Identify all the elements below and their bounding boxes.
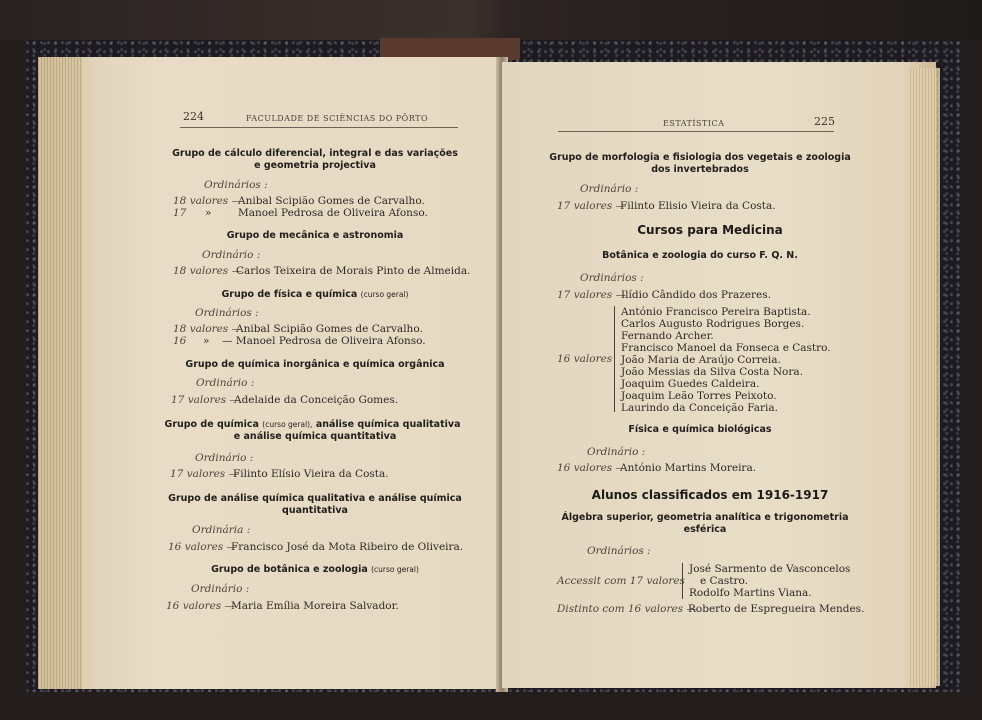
group-heading: Botânica e zoologia do curso F. Q. N. xyxy=(602,250,798,261)
category-label: Ordinários : xyxy=(195,307,259,319)
left-running-header: FACULDADE DE SCIÊNCIAS DO PÔRTO xyxy=(246,114,429,123)
student-name: Anibal Scipião Gomes de Carvalho. xyxy=(238,195,425,207)
student-name: João Messias da Silva Costa Nora. xyxy=(621,366,803,378)
student-name: Maria Emília Moreira Salvador. xyxy=(231,600,399,612)
category-label: Ordinário : xyxy=(191,583,250,595)
student-name: Anibal Scipião Gomes de Carvalho. xyxy=(236,323,423,335)
student-name: Carlos Augusto Rodrigues Borges. xyxy=(621,318,805,330)
grade-value: 17 valores — xyxy=(557,200,627,212)
student-name: Joaquim Guedes Caldeira. xyxy=(621,378,760,390)
category-label: Ordinário : xyxy=(202,249,261,261)
grade-value: 17 valores — xyxy=(170,468,240,480)
right-page-edges xyxy=(910,68,940,686)
group-heading xyxy=(140,419,485,431)
section-heading: Alunos classificados em 1916-1917 xyxy=(591,488,829,502)
background-top xyxy=(0,0,982,40)
grade-value: 16 valores xyxy=(557,353,613,365)
grouping-brace xyxy=(682,563,683,599)
group-heading: e geometria projectiva xyxy=(254,160,376,171)
group-heading-note: (curso geral) xyxy=(371,565,419,574)
section-heading: Cursos para Medicina xyxy=(637,223,783,237)
group-heading-main: Grupo de botânica e zoologia xyxy=(211,564,368,575)
category-label: Ordinários : xyxy=(580,272,644,284)
group-heading-note: (curso geral) xyxy=(360,290,409,299)
grouping-brace xyxy=(614,306,615,412)
category-label: Ordinário : xyxy=(587,446,646,458)
grade-value: Distinto com 16 valores — xyxy=(557,603,697,615)
left-page-edges xyxy=(38,57,82,689)
category-label: Ordinário : xyxy=(580,183,639,195)
grade-value: 16 valores — xyxy=(166,600,236,612)
student-name: António Martins Moreira. xyxy=(620,462,757,474)
grade-value: 16 xyxy=(173,335,187,347)
group-heading: Física e química biológicas xyxy=(628,424,772,435)
group-heading: Grupo de análise química qualitativa e análise química xyxy=(168,493,462,504)
student-name: e Castro. xyxy=(700,575,748,587)
grade-value: 18 valores — xyxy=(173,195,243,207)
student-name: Manoel Pedrosa de Oliveira Afonso. xyxy=(238,207,428,219)
category-label: Ordinária : xyxy=(192,524,251,536)
group-heading: Grupo de morfologia e fisiologia dos vegetais e zoologia xyxy=(549,152,851,163)
group-heading xyxy=(150,289,480,301)
student-name: — Manoel Pedrosa de Oliveira Afonso. xyxy=(222,335,426,347)
grade-value: 16 valores — xyxy=(168,541,238,553)
group-heading: Grupo de mecânica e astronomia xyxy=(226,230,404,241)
group-heading-note: (curso geral), xyxy=(262,420,313,429)
grade-value: 18 valores — xyxy=(173,323,243,335)
category-label: Ordinário : xyxy=(196,377,255,389)
group-heading xyxy=(140,564,490,576)
group-heading-main: Grupo de física e química xyxy=(221,289,358,300)
left-page-number: 224 xyxy=(183,110,204,123)
group-heading: quantitativa xyxy=(282,505,348,516)
student-name: Adelaide da Conceição Gomes. xyxy=(234,394,399,406)
student-name: Francisco Manoel da Fonseca e Castro. xyxy=(621,342,831,354)
grade-value: 17 valores — xyxy=(557,289,627,301)
student-name: José Sarmento de Vasconcelos xyxy=(689,563,851,575)
right-running-header: ESTATÍSTICA xyxy=(663,119,725,128)
student-name: Laurindo da Conceição Faria. xyxy=(621,402,779,414)
right-page-number: 225 xyxy=(814,115,835,128)
group-heading: Grupo de química inorgânica e química orgânica xyxy=(185,359,445,370)
right-header-rule xyxy=(558,131,834,132)
student-name: Francisco José da Mota Ribeiro de Oliveira. xyxy=(231,541,464,553)
student-name: Carlos Teixeira de Morais Pinto de Almeida. xyxy=(236,265,471,277)
ditto-mark: » xyxy=(203,335,210,347)
student-name: João Maria de Araújo Correia. xyxy=(621,354,781,366)
student-name: Fernando Archer. xyxy=(621,330,714,342)
grade-value: 16 valores — xyxy=(557,462,627,474)
group-heading: Grupo de cálculo diferencial, integral e das variações xyxy=(172,148,458,159)
group-heading-main: Grupo de química xyxy=(164,419,259,430)
grade-value: 17 valores — xyxy=(171,394,241,406)
group-heading: dos invertebrados xyxy=(651,164,749,175)
group-heading: e análise química quantitativa xyxy=(233,431,397,442)
category-label: Ordinários : xyxy=(204,179,268,191)
group-heading: Álgebra superior, geometria analítica e trigonometria xyxy=(561,512,849,523)
category-label: Ordinários : xyxy=(587,545,651,557)
grade-value: Accessit com 17 valores xyxy=(557,575,685,587)
grade-value: 17 xyxy=(173,207,187,219)
ditto-mark: » xyxy=(205,207,212,219)
student-name: Filinto Elisio Vieira da Costa. xyxy=(620,200,776,212)
left-header-rule xyxy=(180,127,458,128)
category-label: Ordinário : xyxy=(195,452,254,464)
student-name: Filinto Elísio Vieira da Costa. xyxy=(233,468,389,480)
student-name: Rodolfo Martins Viana. xyxy=(689,587,812,599)
student-name: Ilídio Cândido dos Prazeres. xyxy=(621,289,771,301)
student-name: António Francisco Pereira Baptista. xyxy=(621,306,811,318)
group-heading: esférica xyxy=(683,524,727,535)
student-name: Roberto de Espregueira Mendes. xyxy=(688,603,865,615)
grade-value: 18 valores — xyxy=(173,265,243,277)
student-name: Joaquim Leão Torres Peixoto. xyxy=(621,390,777,402)
group-heading-main: análise química qualitativa xyxy=(315,419,461,430)
